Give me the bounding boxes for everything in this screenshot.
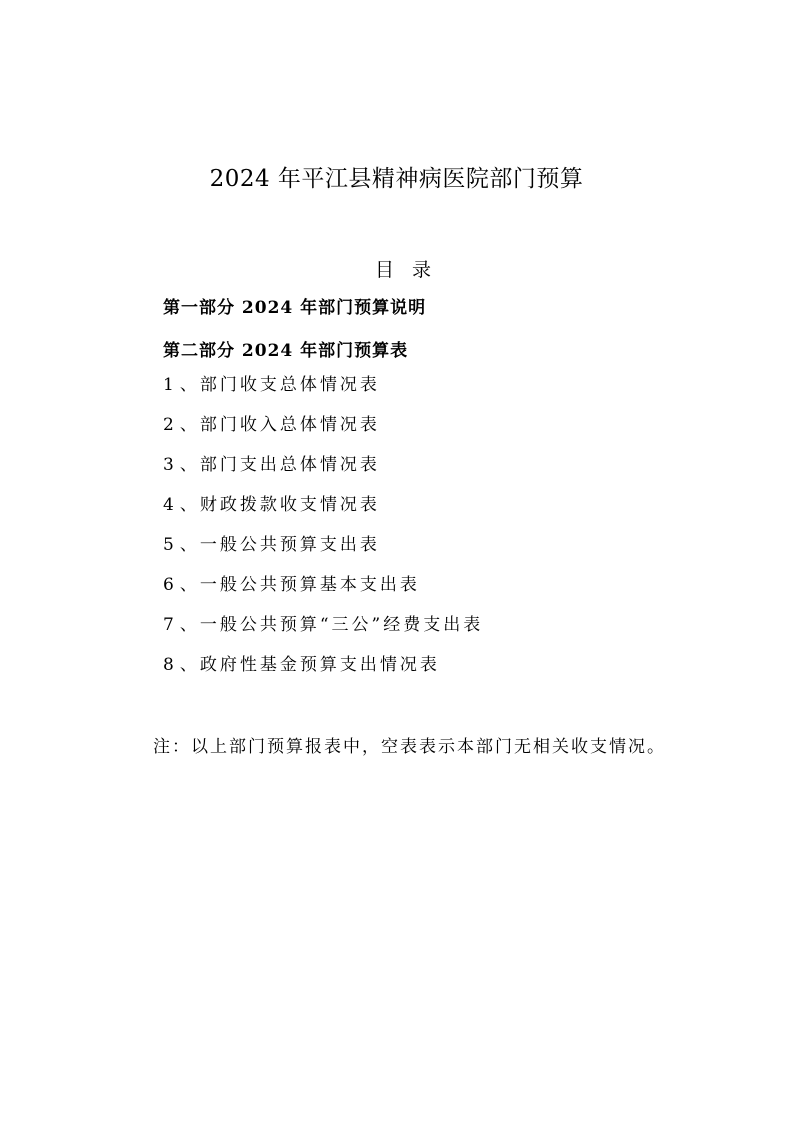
toc-item-number: 5 [163,535,177,555]
toc-item-number: 7 [163,615,177,635]
toc-item-6 [163,570,483,610]
toc-item-number: 2 [163,415,177,435]
toc-item-3 [163,450,483,490]
toc-item-label: 、部门收入总体情况表 [179,415,380,435]
toc-item-label: 、部门收支总体情况表 [179,375,380,395]
toc-heading: 目 录 [374,259,438,281]
toc-item-number: 4 [163,495,177,515]
toc-item-label: 、一般公共预算基本支出表 [179,575,420,595]
toc-item-2 [163,410,483,450]
toc-item-label: 、财政拨款收支情况表 [179,495,380,515]
toc-item-4 [163,490,483,530]
toc-item-label: 、部门支出总体情况表 [179,455,380,475]
note-text: 注：以上部门预算报表中，空表表示本部门无相关收支情况。 [153,737,666,757]
toc-item-label: 、一般公共预算支出表 [179,535,380,555]
toc-item-1 [163,370,483,410]
toc-item-number: 3 [163,455,177,475]
toc-item-number: 1 [163,375,177,395]
toc-item-label: 、政府性基金预算支出情况表 [179,655,440,675]
toc-part-2: 第二部分 2024 年部门预算表 [163,341,409,361]
toc-item-number: 6 [163,575,177,595]
toc-item-8 [163,650,483,690]
document-title: 2024 年平江县精神病医院部门预算 [209,166,584,192]
toc-item-7 [163,610,483,650]
toc-part-1: 第一部分 2024 年部门预算说明 [163,298,427,318]
toc-item-5 [163,530,483,570]
toc-item-number: 8 [163,655,177,675]
toc-item-label: 、一般公共预算“三公”经费支出表 [179,615,484,635]
toc-list [163,370,483,690]
